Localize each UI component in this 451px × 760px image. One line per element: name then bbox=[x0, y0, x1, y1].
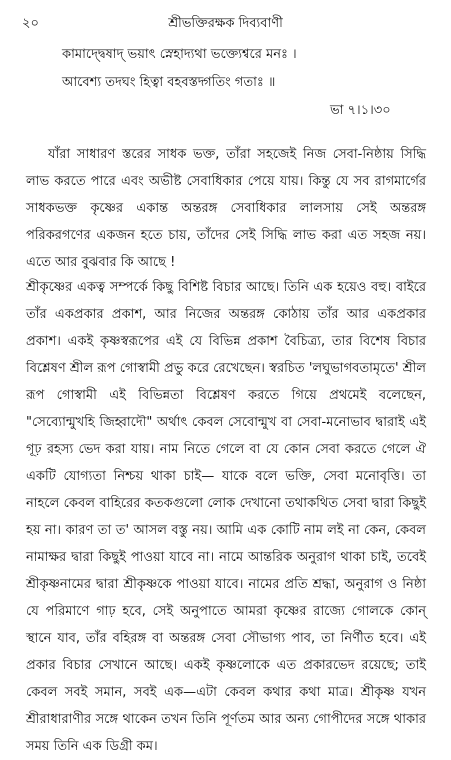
running-title: শ্রীভক্তিরক্ষক দিব্যবাণী bbox=[168, 16, 283, 31]
paragraph-1: যাঁরা সাধারণ স্তরের সাধক ভক্ত, তাঁরা সহজেই নিজ সেবা-নিষ্ঠায় সিদ্ধি লাভ করতে পারে এবং অভীষ্ট সেবাধিকার পেয়ে যায়। কিন্তু যে সব রাগমার্গের সাধকভক্ত কৃষ্ণের একান্ত অন্তরঙ্গ সেবাধিকার লালসায় সেই অন্তরঙ্গ পরিকরগণের একজন হতে চায়, তাঁদের সেই সিদ্ধি লাভ করা এত সহজ নয়। এতে আর বুঝবার কি আছে ! bbox=[26, 147, 426, 270]
verse-reference: ভা ৭।১।৩০ bbox=[330, 103, 391, 118]
paragraph-2: শ্রীকৃষ্ণের একত্ব সম্পর্কে কিছু বিশিষ্ট বিচার আছে। তিনি এক হয়েও বহু। বাইরে তাঁর একপ্রকার প্রকাশ, আর নিজের অন্তরঙ্গ কোঠায় তাঁর আর একপ্রকার প্রকাশ। একই কৃষ্ণস্বরূপের এই যে বিভিন্ন প্রকাশ বৈচিত্র্য, তার বিশেষ বিচার বিশ্লেষণ শ্রীল রূপ গোস্বামী প্রভু করে রেখেছেন। স্বরচিত 'লঘুভাগবতামৃতে' শ্রীল রূপ গোস্বামী এই বিভিন্নতা বিশ্লেষণ করতে গিয়ে প্রথমেই বলেছেন, "সেব্যোন্মুখহি জিহ্বাদৌ" অর্থাৎ কেবল সেবোন্মুখ বা সেবা-মনোভাব দ্বারাই এই গূঢ় রহস্য ভেদ করা যায়। নাম নিতে গেলে বা যে কোন সেবা করতে গেলে ঐ একটি যোগ্যতা নিশ্চয় থাকা চাই— যাকে বলে ভক্তি, সেবা মনোবৃত্তি। তা নাহলে কেবল বাহিরের কতকগুলো লোক দেখানো তথাকথিত সেবা দ্বারা কিছুই হয় না। কারণ তা ত' আসল বস্তু নয়। আমি এক কোটি নাম লই না কেন, কেবল নামাক্ষর দ্বারা কিছুই পাওয়া যাবে না। নামে আন্তরিক অনুরাগ থাকা চাই, তবেই শ্রীকৃষ্ণনামের দ্বারা শ্রীকৃষ্ণকে পাওয়া যাবে। নামের প্রতি শ্রদ্ধা, অনুরাগ ও নিষ্ঠা যে পরিমাণে গাঢ় হবে, সেই অনুপাতে আমরা কৃষ্ণের রাজ্যে গোলকে কোন্ স্থানে যাব, তাঁর বহিরঙ্গ বা অন্তরঙ্গ সেবা সৌভাগ্য পাব, তা নির্ণীত হবে। এই প্রকার বিচার সেখানে আছে। একই কৃষ্ণলোকে এত প্রকারভেদ রয়েছে; তাই কেবল সবই সমান, সবই এক—এটা কেবল কথার কথা মাত্র। শ্রীকৃষ্ণ যখন শ্রীরাধারাণীর সঙ্গে থাকেন তখন তিনি পূর্ণতম আর অন্য গোপীদের সঙ্গে থাকার সময় তিনি এক ডিগ্রী কম। bbox=[26, 280, 426, 754]
verse-line-2: আবেশ্য তদঘং হিত্বা বহবস্তদ্গতিং গতাঃ ॥ bbox=[62, 75, 276, 90]
verse-line-1: কামাদ্দ্বেষাদ্ ভয়াৎ স্নেহাদ্যথা ভক্ত্যেশ্বরে মনঃ । bbox=[62, 47, 297, 62]
page-number: ২০ bbox=[22, 16, 39, 31]
page-header bbox=[0, 0, 451, 50]
